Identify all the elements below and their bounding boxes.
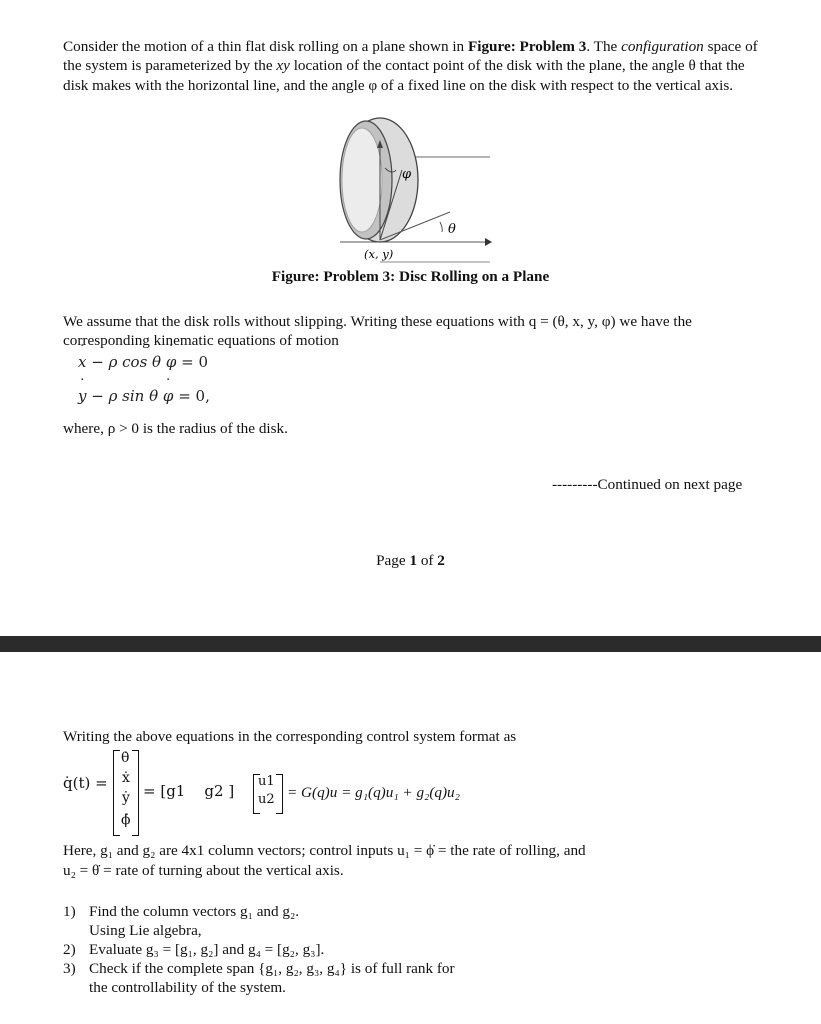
disk-figure (0, 0, 821, 270)
intro-paragraph: Consider the motion of a thin flat disk rolling on a plane shown in Figure: Problem 3. The configuration space of the system is parameterized by the xy location of the contact point of the disk with the plane, the angle θ that the disk makes with the horizontal line, and the angle φ of a fixed line on the disk with respect to the vertical axis. (63, 38, 758, 94)
state-vector (113, 750, 139, 836)
point-label: (x, y) (364, 247, 394, 261)
radius-note: where, ρ > 0 is the radius of the disk. (63, 420, 288, 437)
qdot-label: q̇(t) = (63, 774, 108, 792)
inputs-description-2: u₂ = θ̇ = rate of turning about the vertical axis. (63, 862, 344, 879)
state-phi: ϕ̇ (121, 812, 131, 828)
continued-note: ---------Continued on next page (552, 476, 743, 493)
inputs-description-1: Here, g₁ and g₂ are 4x1 column vectors; control inputs u₁ = ϕ̇ = the rate of rolling, and (63, 842, 586, 859)
figure-caption: Figure: Problem 3: Disc Rolling on a Plane (271, 268, 550, 285)
page-divider (0, 636, 821, 652)
input-vector (253, 774, 283, 814)
system-equation: = G(q)u = g₁(q)u₁ + g₂(q)u₂ (287, 784, 460, 801)
control-intro: Writing the above equations in the corresponding control system format as (63, 728, 517, 745)
assumption-paragraph: We assume that the disk rolls without slipping. Writing these equations with q = (θ, x, y, φ) we have the corresponding kinematic equations of motion (63, 313, 692, 350)
state-y: ẏ (122, 790, 130, 806)
phi-label: φ (402, 167, 412, 182)
state-vector-left-bracket (113, 750, 120, 836)
state-vector-right-bracket (132, 750, 139, 836)
page-number: Page 1 of 2 (376, 552, 445, 569)
input-u1: u1 (258, 774, 275, 789)
generator-matrix: = [g1 g2 ] (143, 782, 235, 800)
input-u2: u2 (258, 792, 275, 807)
state-x: ẋ (122, 770, 130, 786)
page-2: Writing the above equations in the corresponding control system format as q̇(t) = θ̇ ẋ ẏ ϕ̇ = [g1 g2 ] u1 u2 = G(q)u = g₁(q)u₁ + g₂(q)u₂ Here, g₁ and g₂ are 4x1 column vectors; control inputs u₁ = ϕ̇ = the rate of rolling, and u₂ = θ̇ = rate of turning about the vertical axis. 1) Find the column vectors g₁ and g₂. Using Lie algebra, 2) Evaluate g₃ = [g₁, g₂] and g₄ = [g₂, g₃]. 3) Check if the complete span {g₁, g₂, g₃, g₄} is of full rank for the controllability of the system. (63, 728, 586, 996)
equation-2: ˙ y − ρ sin θ ˙ φ = 0, (78, 387, 210, 405)
theta-label: θ (448, 222, 456, 237)
equation-1: ˙ x − ρ cos θ ˙ φ = 0 (78, 353, 208, 371)
input-vector-right-bracket (276, 774, 283, 814)
state-theta: θ̇ (121, 750, 130, 766)
figure-reference: Figure: Problem 3 (467, 38, 587, 55)
